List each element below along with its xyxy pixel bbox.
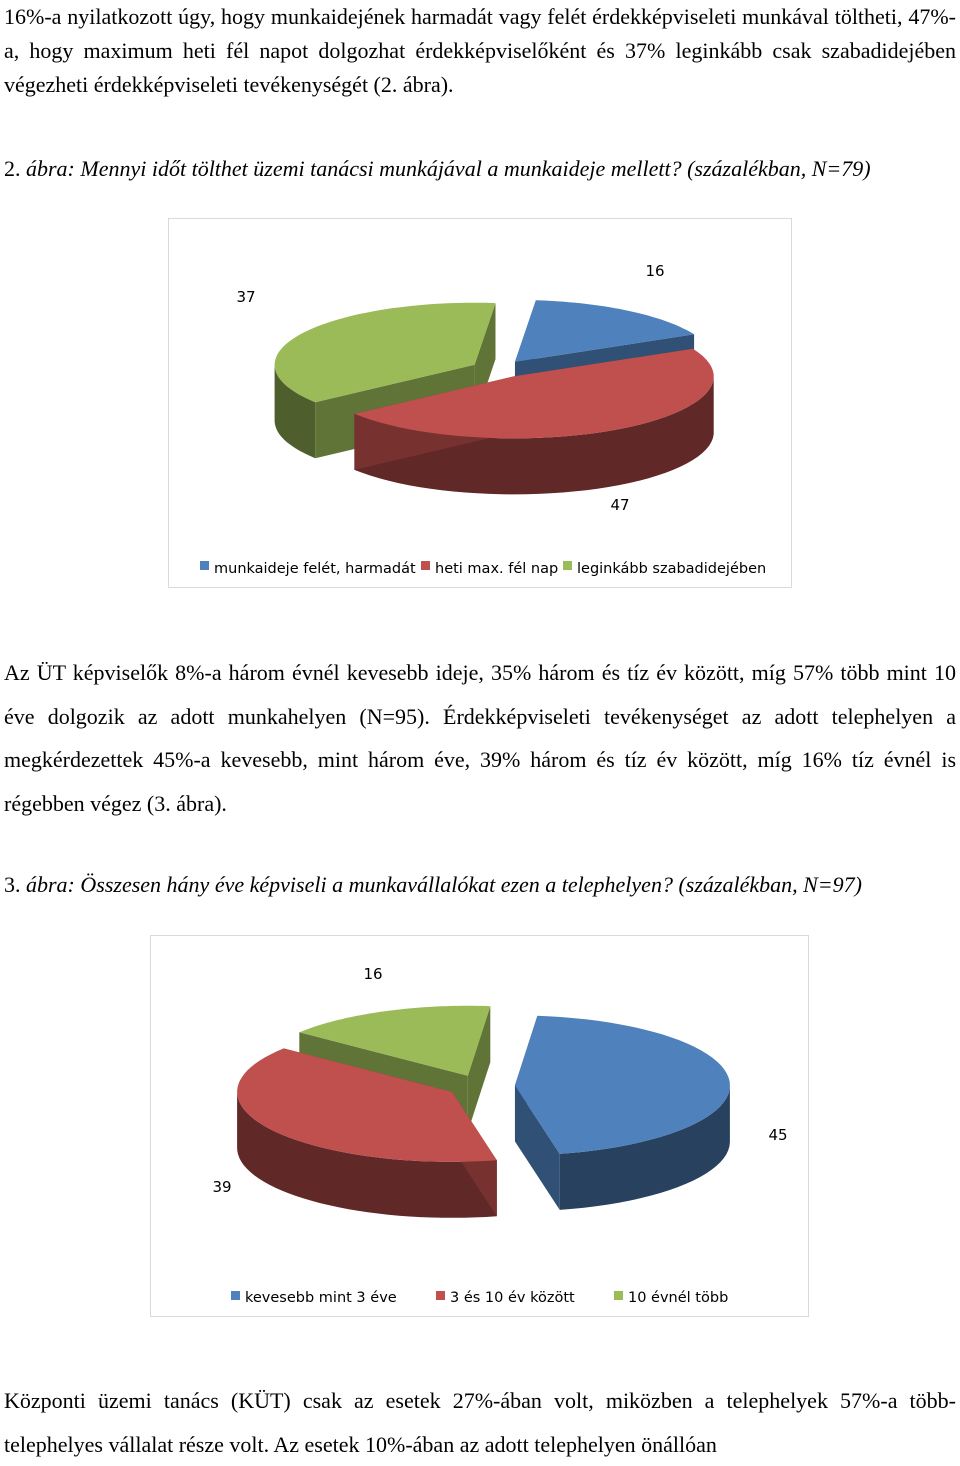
figure-2-number: 2. bbox=[4, 156, 21, 181]
legend bbox=[200, 561, 766, 577]
data-label-0: 45 bbox=[768, 1126, 788, 1144]
figure-3-number: 3. bbox=[4, 872, 21, 897]
legend-swatch-1 bbox=[436, 1291, 445, 1300]
legend-label-1: heti max. fél nap bbox=[435, 561, 559, 577]
pie-slice-0 bbox=[515, 1016, 730, 1210]
legend-label-0: kevesebb mint 3 éve bbox=[245, 1290, 397, 1306]
paragraph-kut: Központi üzemi tanács (KÜT) csak az esetek 27%-ában volt, miközben a telephelyek 57%-a több-telephelyes vállalat része volt. Az esetek 10%-ában az adott telephelyen önállóan bbox=[4, 1388, 956, 1457]
legend-label-0: munkaideje felét, harmadát bbox=[214, 561, 416, 577]
figure-2-title: ábra: Mennyi időt tölthet üzemi tanácsi munkájával a munkaideje mellett? (százalékban, N=79) bbox=[26, 156, 871, 181]
data-label-2: 37 bbox=[236, 288, 256, 306]
legend-label-2: leginkább szabadidejében bbox=[577, 561, 767, 577]
pie-chart-2 bbox=[169, 219, 791, 587]
figure-3-title: ábra: Összesen hány éve képviseli a munkavállalókat ezen a telephelyen? (százalékban, N=97) bbox=[26, 872, 862, 897]
pie-chart-3 bbox=[151, 936, 808, 1316]
legend-label-2: 10 évnél több bbox=[628, 1290, 729, 1306]
data-label-1: 39 bbox=[212, 1178, 232, 1196]
legend-swatch-2 bbox=[563, 561, 572, 570]
figure-2-chart bbox=[168, 218, 792, 588]
data-label-1: 47 bbox=[610, 496, 630, 514]
legend-swatch-0 bbox=[231, 1291, 240, 1300]
legend bbox=[231, 1290, 728, 1306]
paragraph-representatives: Az ÜT képviselők 8%-a három évnél kevesebb ideje, 35% három és tíz év között, míg 57% több mint 10 éve dolgozik az adott munkahelyen (N=95). Érdekképviseleti tevékenységet az adott telephelyen a megkérdezettek 45%-a kevesebb, mint három éve, 39% három és tíz év között, míg 16% tíz évnél is régebben végez (3. ábra). bbox=[4, 660, 956, 816]
legend-label-1: 3 és 10 év között bbox=[450, 1290, 575, 1306]
legend-swatch-1 bbox=[421, 561, 430, 570]
legend-swatch-0 bbox=[200, 561, 209, 570]
figure-2-caption bbox=[4, 154, 956, 184]
figure-3-caption bbox=[4, 870, 956, 900]
figure-3-chart bbox=[150, 935, 809, 1317]
paragraph-intro: 16%-a nyilatkozott úgy, hogy munkaidejének harmadát vagy felét érdekképviseleti munkával töltheti, 47%-a, hogy maximum heti fél napot dolgozhat érdekképviselőként és 37% leginkább csak szabadidejében végezheti érdekképviseleti tevékenységét (2. ábra). bbox=[4, 4, 956, 97]
legend-swatch-2 bbox=[614, 1291, 623, 1300]
data-label-2: 16 bbox=[363, 965, 383, 983]
data-label-0: 16 bbox=[645, 262, 665, 280]
